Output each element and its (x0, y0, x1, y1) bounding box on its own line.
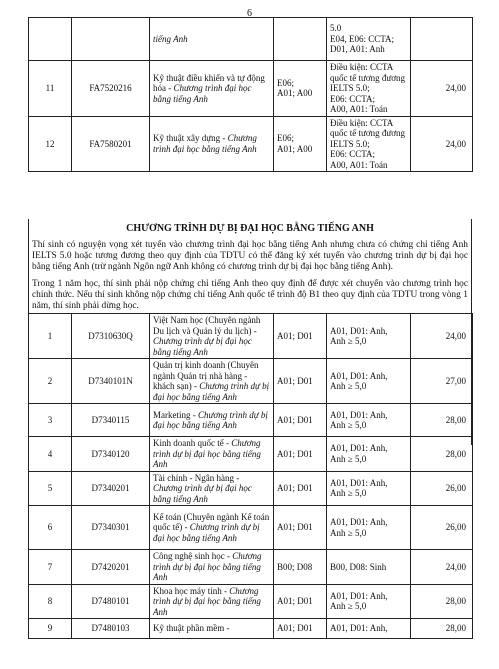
program-name-type: Chương trình dự bị đại học bằng tiếng Anh (153, 409, 268, 430)
table-row (29, 359, 473, 404)
program-code (72, 18, 150, 61)
admission-condition: A01, D01: Anh, (327, 619, 411, 639)
cutoff-score: 26,00 (411, 506, 473, 550)
row-number: 6 (29, 506, 72, 550)
row-number: 5 (29, 471, 72, 506)
program-name-type: Chương trình dự bị đại học bằng tiếng Anh (153, 438, 261, 469)
section-paragraph-1: Thí sinh có nguyện vọng xét tuyển vào chương trình đại học bằng tiếng Anh nhưng chưa có chứng chỉ tiếng Anh IELTS 5.0 hoặc tương đương theo quy định của TDTU có thể đăng ký xét tuyển vào chương trình dự bị đại học bằng tiếng Anh (trừ ngành Ngôn ngữ Anh không có chương trình dự bị đại học bằng tiếng Anh). (32, 240, 468, 273)
program-name (150, 404, 274, 437)
table-row (29, 506, 473, 550)
table-row (29, 18, 473, 61)
subject-combination: A01; D01 (274, 471, 327, 506)
cutoff-score: 28,00 (411, 404, 473, 437)
program-name (150, 61, 274, 117)
cutoff-score: 24,00 (411, 61, 473, 117)
program-code: D7420201 (72, 550, 150, 585)
subject-combination: A01; D01 (274, 584, 327, 619)
admission-condition: A01, D01: Anh, Anh ≥ 5,0 (327, 584, 411, 619)
subject-combination: A01; D01 (274, 619, 327, 639)
program-name-plain: Khoa học máy tính - (153, 585, 230, 596)
program-name-plain: Kỹ thuật phần mềm - (153, 623, 230, 634)
cutoff-score: 28,00 (411, 584, 473, 619)
program-name-plain: Kỹ thuật xây dựng - (153, 133, 228, 144)
program-code: FA7580201 (72, 116, 150, 172)
admission-condition: A01, D01: Anh, Anh ≥ 5,0 (327, 404, 411, 437)
program-code: D7480101 (72, 584, 150, 619)
admission-condition: A01, D01: Anh, Anh ≥ 5,0 (327, 437, 411, 472)
admission-condition: A01, D01: Anh, Anh ≥ 5,0 (327, 359, 411, 404)
program-name (150, 437, 274, 472)
row-number: 3 (29, 404, 72, 437)
table-row (29, 619, 473, 639)
program-name-plain: Marketing - (153, 409, 198, 420)
program-code: D7310630Q (72, 314, 150, 359)
row-number: 12 (29, 116, 72, 172)
subject-combination: A01; D01 (274, 506, 327, 550)
program-name (150, 471, 274, 506)
program-code: D7340101N (72, 359, 150, 404)
table-row (29, 61, 473, 117)
subject-combination: B00; D08 (274, 550, 327, 585)
program-name-plain: Việt Nam học (Chuyên ngành Du lịch và Quản lý du lịch) - (153, 315, 261, 336)
program-name-type: Chương trình dự bị đại học bằng tiếng Anh (153, 522, 260, 543)
program-name-type: Chương trình dự bị đại học bằng tiếng Anh (153, 551, 262, 582)
program-code: FA7520216 (72, 61, 150, 117)
program-code: D7340301 (72, 506, 150, 550)
program-name (150, 619, 274, 639)
program-name-plain: Tài chính - Ngân hàng - (153, 472, 240, 483)
cutoff-score (411, 18, 473, 61)
program-name (150, 18, 274, 61)
program-table-top (28, 17, 473, 172)
cutoff-score: 24,00 (411, 550, 473, 585)
table-row (29, 584, 473, 619)
program-name-type: Chương trình đại học bằng tiếng Anh (153, 83, 252, 104)
page-number: 6 (247, 8, 252, 19)
row-number: 11 (29, 61, 72, 117)
program-code: D7340115 (72, 404, 150, 437)
table-row (29, 550, 473, 585)
table-row (29, 471, 473, 506)
row-number: 7 (29, 550, 72, 585)
program-name (150, 550, 274, 585)
program-name-plain: Kỹ thuật điều khiển và tự động hóa - (153, 72, 265, 93)
subject-combination: A01; D01 (274, 359, 327, 404)
cutoff-score: 28,00 (411, 437, 473, 472)
cutoff-score: 26,00 (411, 471, 473, 506)
admission-condition: A01, D01: Anh, Anh ≥ 5,0 (327, 506, 411, 550)
program-name-plain: Quản trị kinh doanh (Chuyên ngành Quản trị nhà hàng - khách sạn) - (153, 360, 259, 391)
section-title: CHƯƠNG TRÌNH DỰ BỊ ĐẠI HỌC BẰNG TIẾNG ANH (126, 223, 374, 234)
program-name (150, 506, 274, 550)
cutoff-score: 24,00 (411, 116, 473, 172)
cutoff-score: 28,00 (411, 619, 473, 639)
program-code: D7340201 (72, 471, 150, 506)
admission-condition: Điều kiện: CCTA quốc tế tương đương IELTS 5.0; E06: CCTA; A00, A01: Toán (327, 61, 411, 117)
admission-condition: A01, D01: Anh, Anh ≥ 5,0 (327, 314, 411, 359)
program-table-prep (28, 313, 473, 639)
program-name (150, 314, 274, 359)
row-number: 4 (29, 437, 72, 472)
program-name-type: tiếng Anh (153, 33, 188, 44)
row-number: 8 (29, 584, 72, 619)
program-name-plain: Kế toán (Chuyên ngành Kế toán quốc tế) - (153, 511, 270, 533)
cutoff-score: 27,00 (411, 359, 473, 404)
table-row (29, 116, 473, 172)
program-name-plain: Kinh doanh quốc tế - (153, 438, 232, 448)
subject-combination: A01; D01 (274, 437, 327, 472)
subject-combination (274, 18, 327, 61)
section-paragraph-2: Trong 1 năm học, thí sinh phải nộp chứng chỉ tiếng Anh theo quy định để được xét chuyển vào chương trình học chính thức. Nếu thí sinh không nộp chứng chỉ tiếng Anh quốc tế trình độ B1 theo quy định của TDTU trong vòng 1 năm, thí sinh phải dừng học. (32, 278, 468, 312)
subject-combination: A01; D01 (274, 404, 327, 437)
program-name-plain: Công nghệ sinh học - (153, 551, 233, 561)
table-row (29, 437, 473, 472)
subject-combination: A01; D01 (274, 314, 327, 359)
program-name (150, 116, 274, 172)
table-row (29, 314, 473, 359)
cutoff-score: 24,00 (411, 314, 473, 359)
row-number (29, 18, 72, 61)
row-number: 2 (29, 359, 72, 404)
row-number: 1 (29, 314, 72, 359)
program-name-type: Chương trình dự bị đại học bằng tiếng Anh (153, 585, 261, 617)
admission-condition: 5.0 E04, E06: CCTA; D01, A01: Anh (327, 18, 411, 61)
program-code: D7480103 (72, 619, 150, 639)
program-code: D7340120 (72, 437, 150, 472)
program-name-type: Chương trình dự bị đại học bằng tiếng Anh (153, 381, 270, 402)
program-name (150, 584, 274, 619)
subject-combination: E06; A01; A00 (274, 61, 327, 117)
admission-condition: A01, D01: Anh, Anh ≥ 5,0 (327, 471, 411, 506)
program-name-type: Chương trình đại học bằng tiếng Anh (153, 133, 257, 154)
table-row (29, 404, 473, 437)
row-number: 9 (29, 619, 72, 639)
subject-combination: E06; A01; A00 (274, 116, 327, 172)
admission-condition: Điều kiện: CCTA quốc tế tương đương IELTS 5.0; E06: CCTA; A00, A01: Toán (327, 116, 411, 172)
admission-condition: B00, D08: Sinh (327, 550, 411, 585)
program-name-type: Chương trình dự bị đại học bằng tiếng Anh (153, 336, 252, 357)
program-name-type: Chương trình dự bị đại học bằng tiếng Anh (153, 483, 252, 504)
program-name (150, 359, 274, 404)
